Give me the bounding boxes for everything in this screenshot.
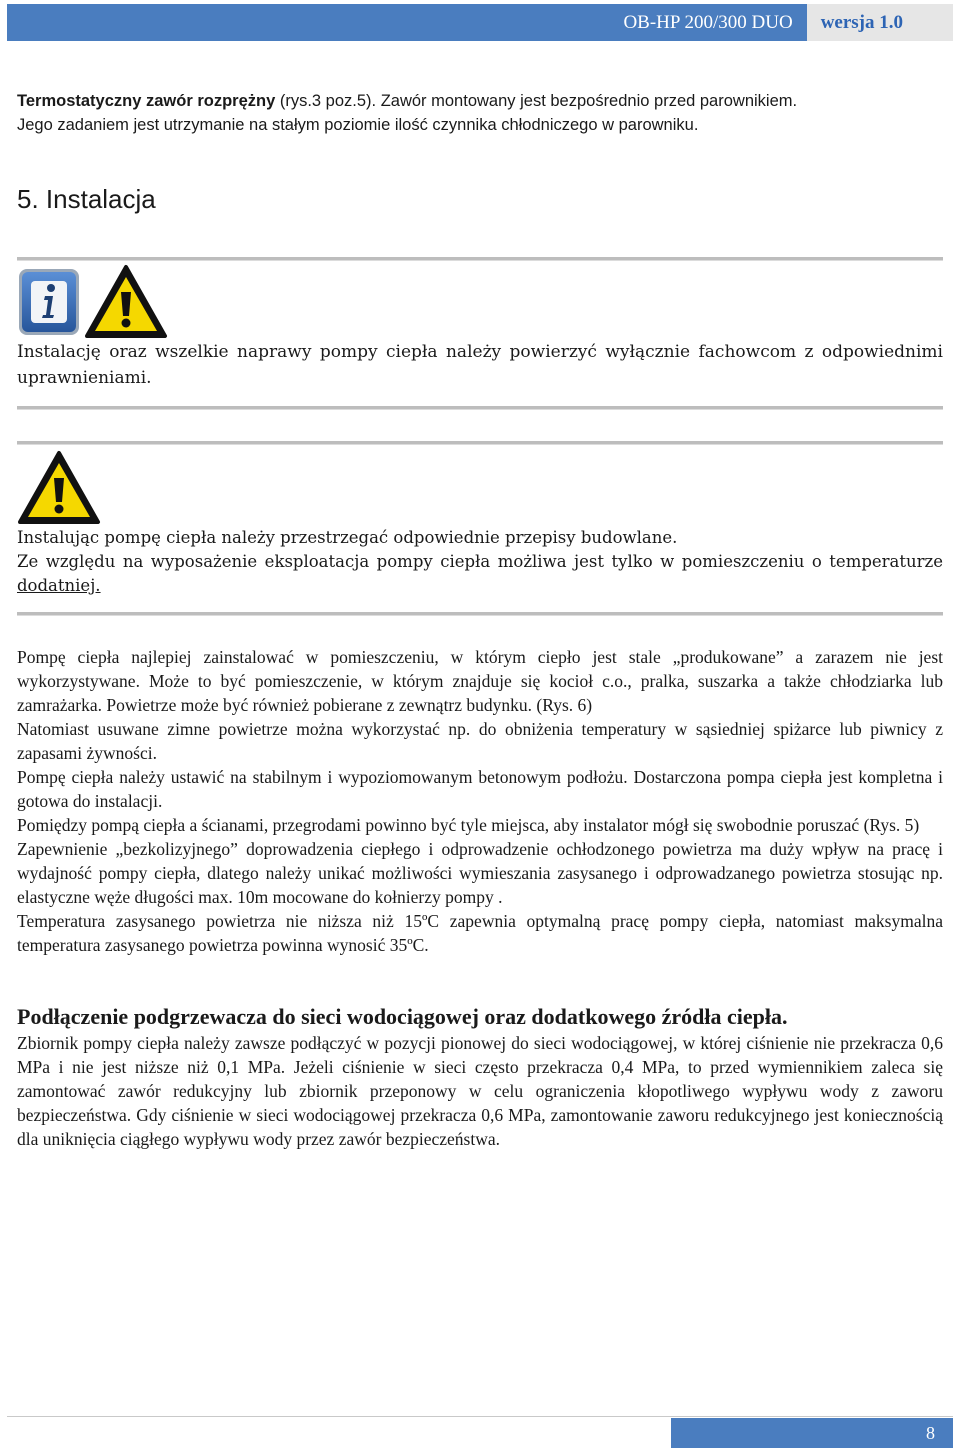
footer-divider xyxy=(7,1416,953,1417)
qualified-installer-notice: Instalację oraz wszelkie naprawy pompy ciepła należy powierzyć wyłącznie fachowcom z odpowiednimi uprawnieniami. xyxy=(17,342,943,388)
valve-term: Termostatyczny zawór rozprężny xyxy=(17,92,276,110)
intro-line-1: (rys.3 poz.5). Zawór montowany jest bezpośrednio przed parownikiem. xyxy=(275,92,798,110)
divider xyxy=(17,612,943,616)
info-icon xyxy=(17,267,81,342)
connection-paragraph: Zbiornik pompy ciepła należy zawsze podłączyć w pozycji pionowej do sieci wodociągowej, w której ciśnienie nie przekracza 0,6 MPa i nie jest niższe niż 0,1 MPa. Jeżeli ciśnienie w sieci często przekracza 0,4 MPa, to przed wymiennikiem zaleca się zamontować zawór redukcyjny lub zbiornik przeponowy w celu ograniczenia kłopotliwego wypływu wody z zaworu bezpieczeństwa. Gdy ciśnienie w sieci wodociągowej przekracza 0,6 MPa, zamontowanie zaworu redukcyjnego jest koniecznością dla uniknięcia ciągłego wypływu wody przez zawór bezpieczeństwa. xyxy=(17,1033,943,1149)
notice-line-1: Instalując pompę ciepła należy przestrzegać odpowiednie przepisy budowlane. xyxy=(17,528,678,547)
building-regulations-notice xyxy=(17,526,943,598)
page-number: 8 xyxy=(926,1422,935,1443)
divider xyxy=(17,406,943,410)
paragraph-foundation: Pompę ciepła należy ustawić na stabilnym i wypoziomowanym betonowym podłożu. Dostarczona pompa ciepła jest kompletna i gotowa do instalacji. xyxy=(17,767,943,811)
intro-line-2: Jego zadaniem jest utrzymanie na stałym poziomie ilość czynnika chłodniczego w parowniku. xyxy=(17,116,699,134)
connection-heading: Podłączenie podgrzewacza do sieci wodociągowej oraz dodatkowego źródła ciepła. xyxy=(17,1004,788,1029)
notice-line-2: Ze względu na wyposażenie eksploatacja pompy ciepła możliwa jest tylko w pomieszczeniu o temperaturze xyxy=(17,552,943,571)
intro-paragraph xyxy=(17,89,943,137)
paragraph-airflow: Zapewnienie „bezkolizyjnego” doprowadzenia ciepłego i odprowadzenie ochłodzonego powietrza ma duży wpływ na pracę i wydajność pompy ciepła, dlatego należy unikać możliwości wymieszania zasysanego i odprowadzanego powietrza stosując np. elastyczne węże długości max. 10m mocowane do kołnierzy pompy . xyxy=(17,839,943,907)
section-title: 5. Instalacja xyxy=(17,184,156,214)
paragraph-exhaust-air: Natomiast usuwane zimne powietrze można wykorzystać np. do obniżenia temperatury w sąsiedniej spiżarce lub piwnicy z zapasami żywności. xyxy=(17,719,943,763)
installation-body xyxy=(17,645,943,957)
warning-icon xyxy=(84,264,168,345)
underlined-word: dodatniej. xyxy=(17,576,101,595)
divider xyxy=(17,441,943,445)
paragraph-clearance: Pomiędzy pompą ciepła a ścianami, przegrodami powinno być tyle miejsca, aby instalator mógł się swobodnie poruszać (Rys. 5) xyxy=(17,815,920,835)
divider xyxy=(17,257,943,261)
paragraph-location: Pompę ciepła najlepiej zainstalować w pomieszczeniu, w którym ciepło jest stale „produkowane” a zarazem nie jest wykorzystywane. Może to być pomieszczenie, w którym znajduje się kocioł c.o., pralka, suszarka a także chłodziarka lub zamrażarka. Powietrze może być również pobierane z zewnątrz budynku. (Rys. 6) xyxy=(17,647,943,715)
page-number-box xyxy=(671,1418,953,1448)
warning-icon xyxy=(17,450,101,531)
page-header xyxy=(7,4,953,41)
document-title: OB-HP 200/300 DUO xyxy=(623,11,793,33)
version-label: wersja 1.0 xyxy=(807,4,953,41)
paragraph-temperature: Temperatura zasysanego powietrza nie niższa niż 15ºC zapewnia optymalną pracę pompy ciepła, natomiast maksymalna temperatura zasysanego powietrza powinna wynosić 35ºC. xyxy=(17,911,943,955)
